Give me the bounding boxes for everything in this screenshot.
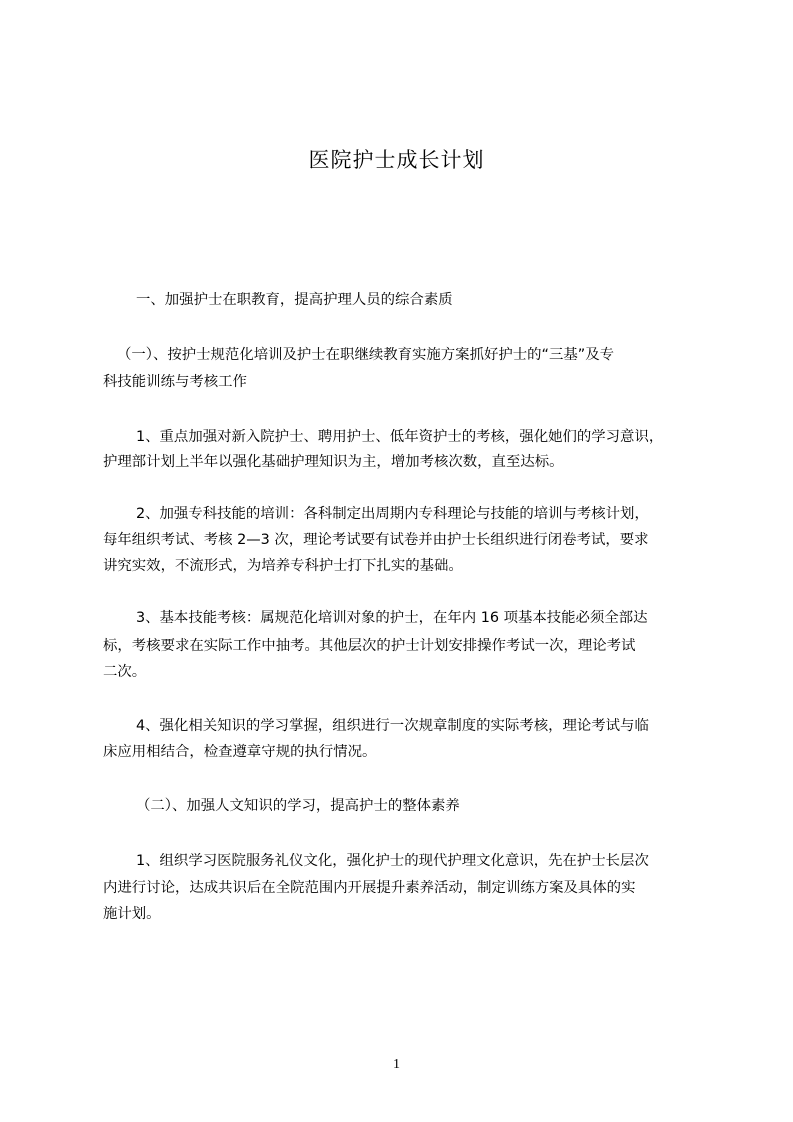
item-3-line-1: 3、基本技能考核：属规范化培训对象的护士，在年内 16 项基本技能必须全部达 [136,610,648,626]
item-4-line-2: 床应用相结合，检查遵章守规的执行情况。 [103,744,377,760]
item-5-line-2: 内进行讨论，达成共识后在全院范围内开展提升素养活动，制定训练方案及具体的实 [103,880,636,896]
item-2-line-3: 讲究实效，不流形式，为培养专科护士打下扎实的基础。 [103,558,463,574]
page-number: 1 [393,1057,400,1072]
subsection-heading-1-line-2: 科技能训练与考核工作 [103,374,247,390]
item-1-line-2: 护理部计划上半年以强化基础护理知识为主，增加考核次数，直至达标。 [103,454,564,470]
item-2-line-2: 每年组织考试、考核 2—3 次，理论考试要有试卷并由护士长组织进行闭卷考试，要求 [103,532,649,548]
item-3-line-3: 二次。 [103,664,147,680]
item-5-line-3: 施计划。 [103,906,161,922]
item-1-line-1: 1、重点加强对新入院护士、聘用护士、低年资护士的考核，强化她们的学习意识， [136,429,664,445]
item-4-line-1: 4、强化相关知识的学习掌握，组织进行一次规章制度的实际考核，理论考试与临 [136,718,649,734]
subsection-heading-1-line-1: （一）、按护士规范化培训及护士在职继续教育实施方案抓好护士的“三基”及专 [117,347,614,363]
document-title: 医院护士成长计划 [308,148,485,172]
subsection-heading-2: （二）、加强人文知识的学习，提高护士的整体素养 [136,798,460,814]
item-5-line-1: 1、组织学习医院服务礼仪文化，强化护士的现代护理文化意识，先在护士长层次 [136,853,649,869]
item-2-line-1: 2、加强专科技能的培训：各科制定出周期内专科理论与技能的培训与考核计划， [136,506,649,522]
item-3-line-2: 标，考核要求在实际工作中抽考。其他层次的护士计划安排操作考试一次，理论考试 [103,638,636,654]
section-heading-1: 一、加强护士在职教育，提高护理人员的综合素质 [136,292,453,308]
